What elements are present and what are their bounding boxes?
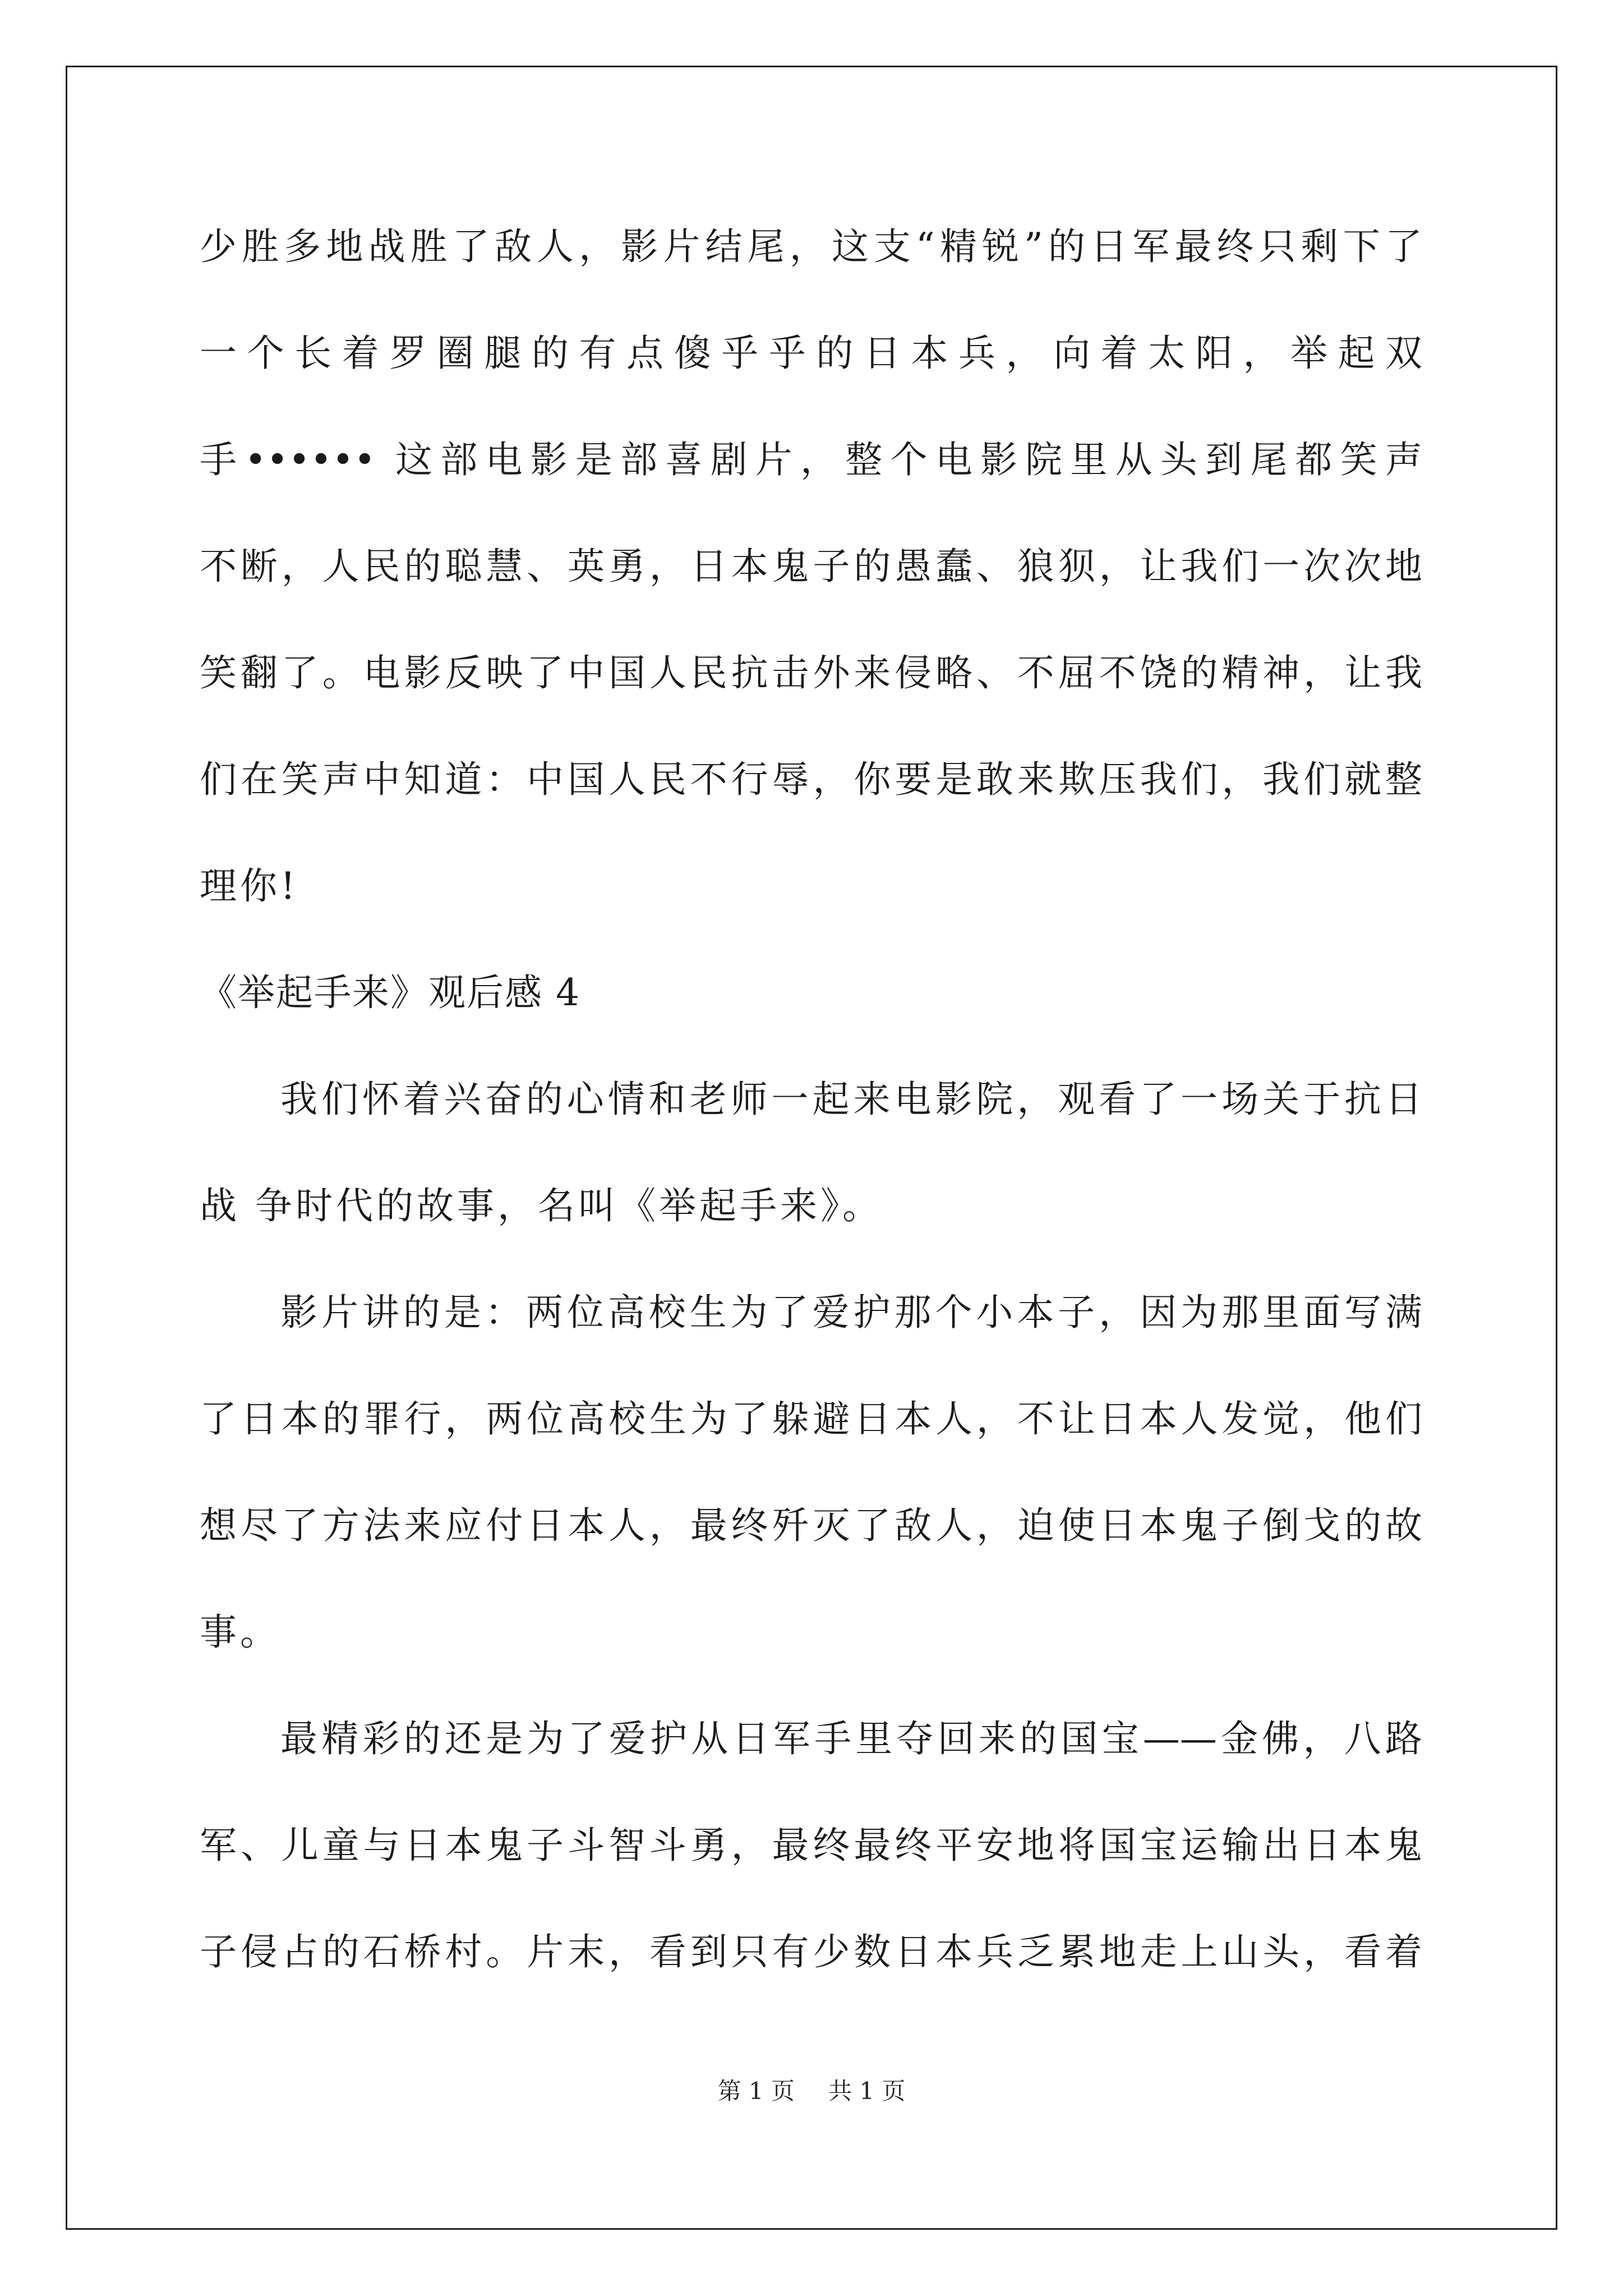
text-line: 笑翻了。电影反映了中国人民抗击外来侵略、不屈不饶的精神，让我 <box>200 651 1422 694</box>
paragraph-first-line: 最精彩的还是为了爱护从日军手里夺回来的国宝——金佛，八路 <box>280 1717 1422 1760</box>
text-line: 们在笑声中知道：中国人民不行辱，你要是敢来欺压我们，我们就整 <box>200 758 1422 801</box>
text-line: 理你! <box>200 864 299 908</box>
text-line: 少胜多地战胜了敌人，影片结尾，这支“精锐”的日军最终只剩下了 <box>200 225 1422 268</box>
page-number: 第 1 页 <box>717 2077 795 2105</box>
page-total: 共 1 页 <box>828 2077 906 2105</box>
paragraph-first-line: 影片讲的是：两位高校生为了爱护那个小本子，因为那里面写满 <box>280 1291 1422 1334</box>
text-line: 了日本的罪行，两位高校生为了躲避日本人，不让日本人发觉，他们 <box>200 1397 1422 1441</box>
text-line: 手•••••• 这部电影是部喜剧片，整个电影院里从头到尾都笑声 <box>200 438 1422 481</box>
page-footer <box>0 2074 1623 2108</box>
text-line: 想尽了方法来应付日本人，最终歼灭了敌人，迫使日本鬼子倒戈的故 <box>200 1504 1422 1547</box>
document-body <box>200 210 1422 2022</box>
text-line: 军、儿童与日本鬼子斗智斗勇，最终最终平安地将国宝运输出日本鬼 <box>200 1824 1422 1867</box>
text-line: 事。 <box>200 1611 280 1654</box>
text-line: 一个长着罗圈腿的有点傻乎乎的日本兵，向着太阳，举起双 <box>200 332 1422 375</box>
section-heading: 《举起手来》观后感 4 <box>200 971 580 1014</box>
text-line: 战 争时代的故事，名叫《举起手来》。 <box>200 1184 883 1227</box>
paragraph-first-line: 我们怀着兴奋的心情和老师一起来电影院，观看了一场关于抗日 <box>280 1078 1422 1121</box>
text-line: 不断，人民的聪慧、英勇，日本鬼子的愚蠢、狼狈，让我们一次次地 <box>200 545 1422 588</box>
text-line: 子侵占的石桥村。片末，看到只有少数日本兵乏累地走上山头，看着 <box>200 1930 1422 1973</box>
